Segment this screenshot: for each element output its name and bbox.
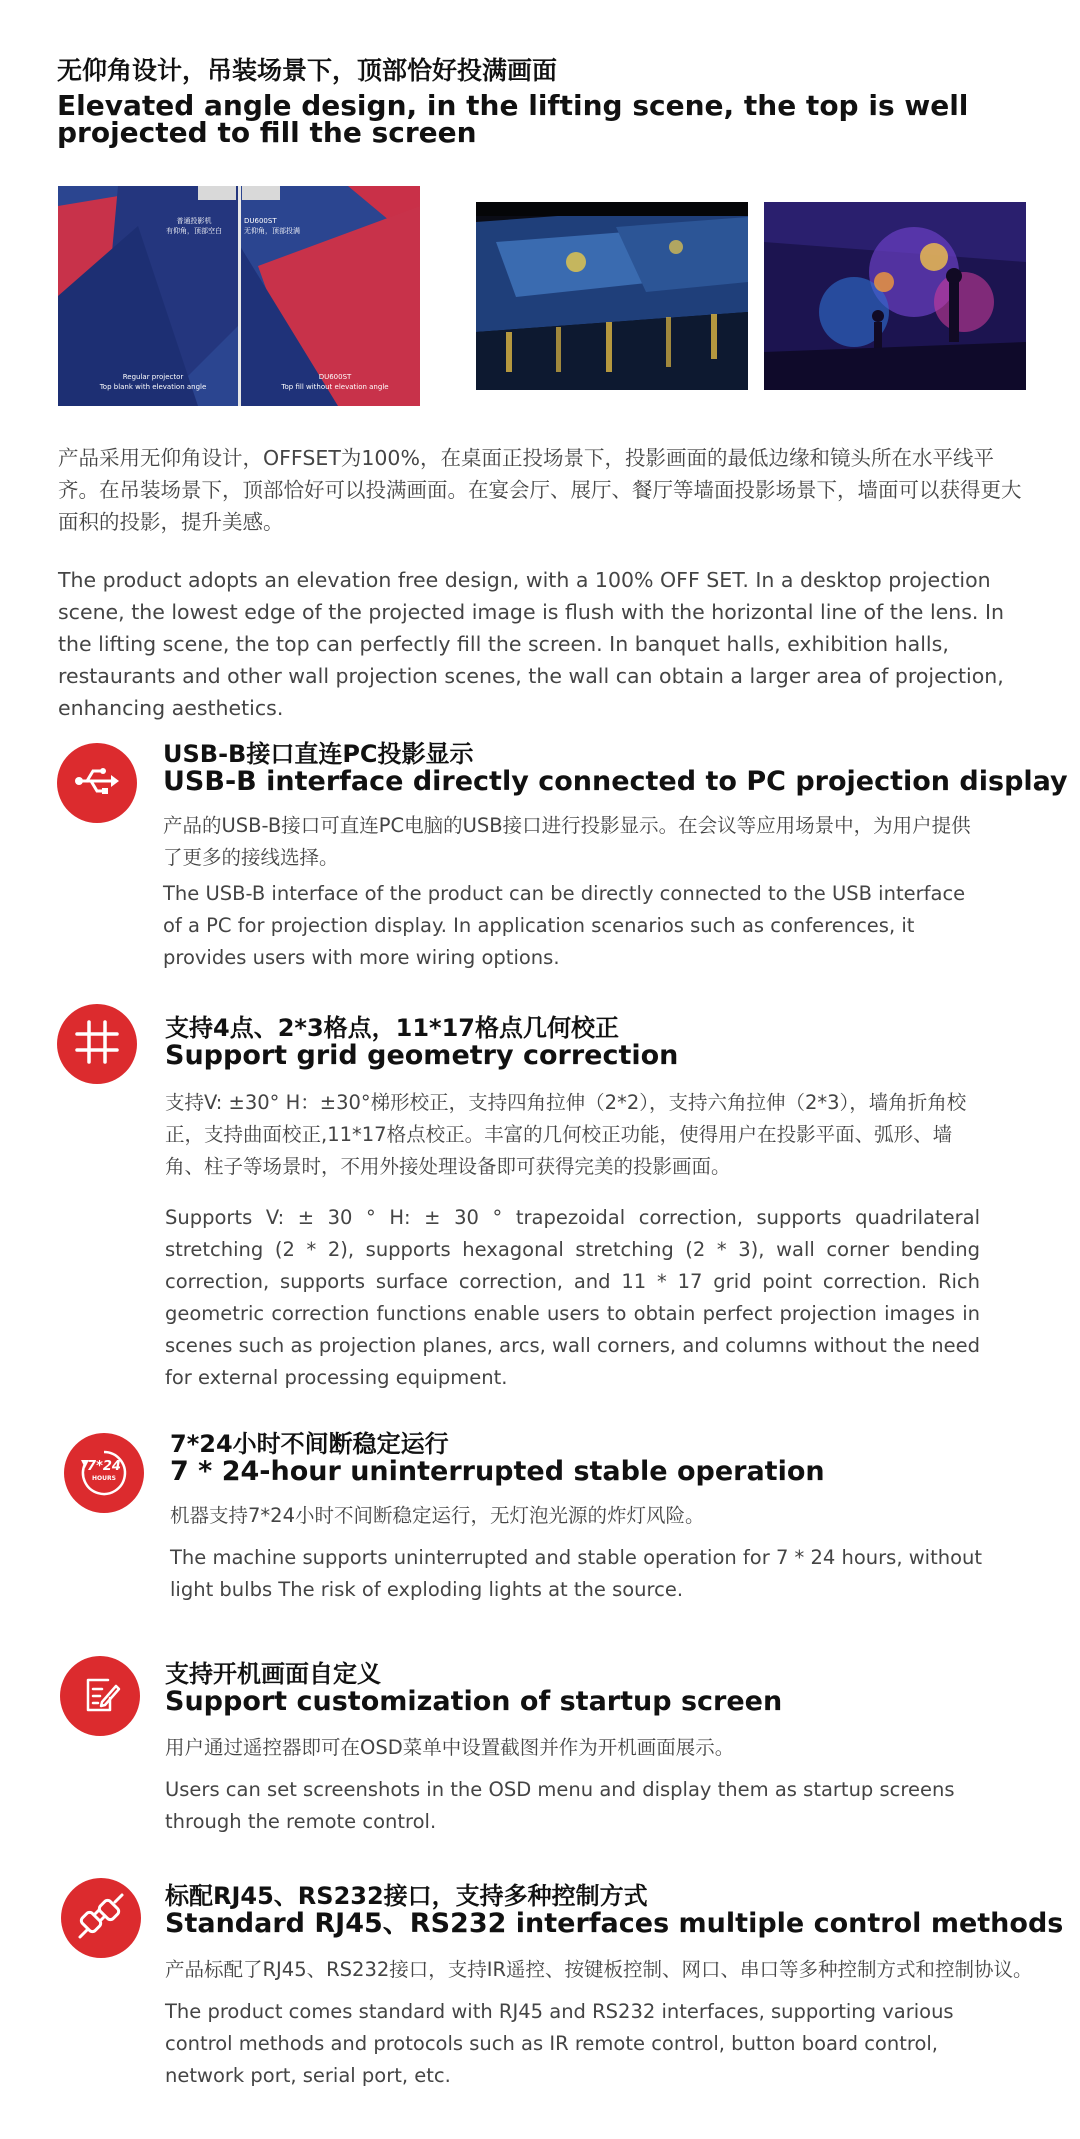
feature-startup-title-en: Support customization of startup screen — [165, 1686, 783, 1717]
feature-grid-body-en: Supports V: ± 30 ° H: ± 30 ° trapezoidal correction, supports quadrilateral stretching (2 * 2), supports hexagonal stretching (2 * 3), wall corner bending correction, supports surface correction, and 11 * 17 grid point correction. Rich geometric correction functions enable users to obtain perfect projection images in scenes such as projection planes, arcs, wall corners, and columns without the need for external processing equipment. — [165, 1206, 980, 1389]
intro-cn: 产品采用无仰角设计，OFFSET为100%，在桌面正投场景下，投影画面的最低边缘和镜头所在水平线平齐。在吊装场景下，顶部恰好可以投满画面。在宴会厅、展厅、餐厅等墙面投影场景下，墙面可以获得更大面积的投影，提升美感。 — [58, 446, 1022, 534]
comparison-left-bottom-label: Regular projector Top blank with elevation angle — [99, 373, 207, 391]
plug-icon — [76, 1891, 126, 1945]
feature-grid-title-en: Support grid geometry correction — [165, 1040, 679, 1071]
feature-startup-icon-badge — [60, 1656, 140, 1736]
feature-usb-body-cn: 产品的USB-B接口可直连PC电脑的USB接口进行投影显示。在会议等应用场景中，为用户提供了更多的接线选择。 — [163, 814, 971, 869]
comparison-image — [58, 186, 420, 406]
feature-usb-icon-badge — [57, 743, 137, 823]
24-hours-icon-number: 7*24 — [87, 1459, 121, 1474]
gallery-photo-immersive-room — [764, 202, 1026, 390]
feature-grid-body-cn: 支持V: ±30° H：±30°梯形校正，支持四角拉伸（2*2），支持六角拉伸（2*3），墙角折角校正，支持曲面校正,11*17格点校正。丰富的几何校正功能，使得用户在投影平面、弧形、墙角、柱子等场景时，不用外接处理设备即可获得完美的投影画面。 — [165, 1091, 967, 1178]
feature-usb-title-en: USB-B interface directly connected to PC projection display — [163, 766, 1068, 797]
intro-en: The product adopts an elevation free design, with a 100% OFF SET. In a desktop projection scene, the lowest edge of the projected image is flush with the horizontal line of the lens. In the lifting scene, the top can perfectly fill the screen. In banquet halls, exhibition halls, restaurants and other wall projection scenes, the wall can obtain a larger area of projection, enhancing aesthetics. — [58, 568, 1004, 720]
comparison-right-top-label: DU600ST 无仰角，顶部投满 — [244, 217, 300, 235]
feature-usb-body-en: The USB-B interface of the product can be directly connected to the USB interface of a PC for projection display. In application scenarios such as conferences, it provides users with more wiring options. — [163, 882, 966, 969]
feature-control-body-cn: 产品标配了RJ45、RS232接口，支持IR遥控、按键板控制、网口、串口等多种控制方式和控制协议。 — [165, 1958, 1033, 1981]
title-en: Elevated angle design, in the lifting scene, the top is well projected to fill the screen — [57, 89, 969, 149]
comparison-right-bottom-label: DU600ST Top fill without elevation angle — [281, 373, 389, 391]
feature-control-icon-badge — [61, 1878, 141, 1958]
edit-document-icon — [78, 1672, 122, 1720]
24-hours-icon — [79, 1448, 129, 1498]
feature-startup-body-cn: 用户通过遥控器即可在OSD菜单中设置截图并作为开机画面展示。 — [165, 1736, 735, 1759]
feature-24h-icon-badge — [64, 1433, 144, 1513]
feature-startup-title-cn: 支持开机画面自定义 — [165, 1660, 381, 1688]
feature-24h-title-en: 7 * 24-hour uninterrupted stable operation — [170, 1456, 825, 1487]
grid-icon — [73, 1018, 121, 1070]
feature-usb-title-cn: USB-B接口直连PC投影显示 — [163, 740, 474, 768]
comparison-left-top-label: 普通投影机 有仰角，顶部空白 — [166, 217, 222, 235]
feature-grid-icon-badge — [57, 1004, 137, 1084]
feature-grid-title-cn: 支持4点、2*3格点，11*17格点几何校正 — [165, 1014, 619, 1042]
title-cn: 无仰角设计，吊装场景下，顶部恰好投满画面 — [57, 56, 558, 85]
feature-24h-body-cn: 机器支持7*24小时不间断稳定运行，无灯泡光源的炸灯风险。 — [170, 1504, 705, 1527]
24-hours-icon-label: HOURS — [92, 1475, 116, 1482]
feature-control-title-cn: 标配RJ45、RS232接口，支持多种控制方式 — [165, 1882, 648, 1910]
usb-icon — [71, 755, 123, 811]
feature-startup-body-en: Users can set screenshots in the OSD menu and display them as startup screens through the remote control. — [165, 1778, 955, 1833]
gallery-photo-starry-night — [476, 202, 748, 390]
feature-24h-title-cn: 7*24小时不间断稳定运行 — [170, 1430, 449, 1458]
feature-control-title-en: Standard RJ45、RS232 interfaces multiple control methods — [165, 1908, 1064, 1939]
feature-control-body-en: The product comes standard with RJ45 and RS232 interfaces, supporting various control methods and protocols such as IR remote control, button board control, network port, serial port, etc. — [165, 2000, 954, 2087]
feature-24h-body-en: The machine supports uninterrupted and stable operation for 7 * 24 hours, without light bulbs The risk of exploding lights at the source. — [170, 1546, 983, 1601]
